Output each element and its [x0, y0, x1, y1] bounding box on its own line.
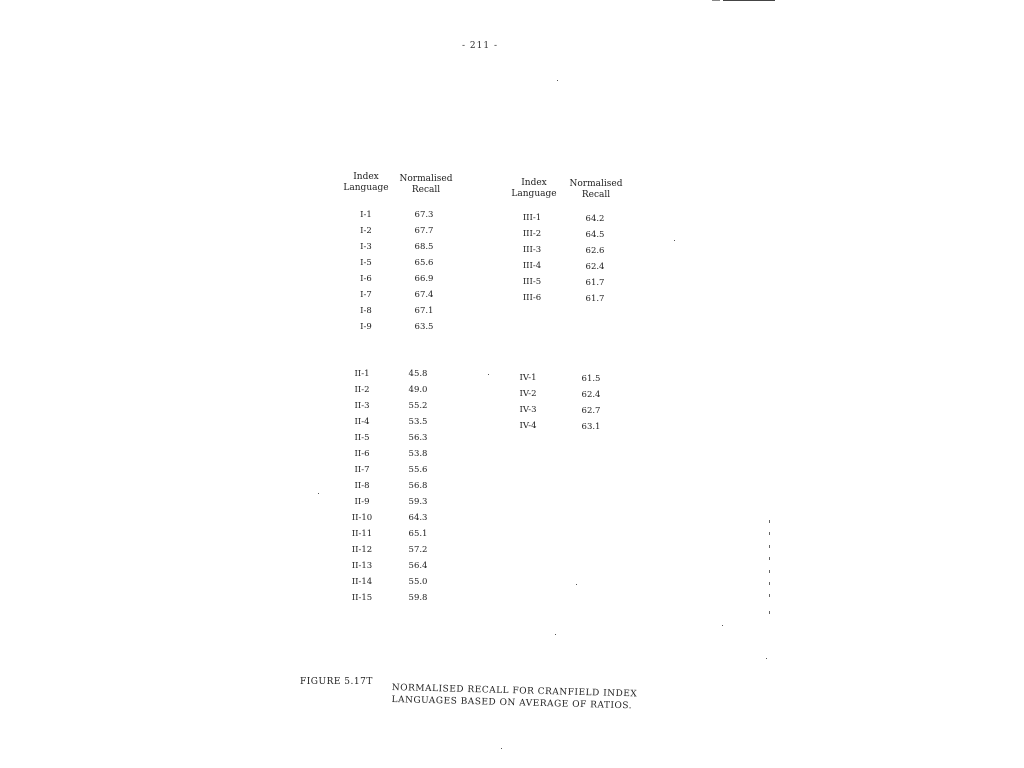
- normalised-recall-cell: 57.2: [408, 545, 428, 555]
- normalised-recall-cell: 68.5: [414, 242, 434, 252]
- top-rule-mark: [712, 0, 720, 1]
- scan-speck: [722, 625, 723, 626]
- normalised-recall-cell: 62.7: [581, 406, 601, 416]
- normalised-recall-cell: 61.7: [585, 278, 605, 288]
- normalised-recall-cell: 56.3: [408, 433, 428, 443]
- index-language-cell: II-15: [351, 593, 373, 603]
- normalised-recall-cell: 49.0: [408, 385, 428, 395]
- normalised-recall-cell: 55.2: [408, 401, 428, 411]
- left-group1-value-column: [404, 207, 444, 335]
- index-language-cell: II-4: [354, 417, 370, 427]
- index-language-cell: II-13: [351, 561, 373, 571]
- normalised-recall-cell: 62.4: [585, 262, 605, 272]
- left-group2-language-column: [342, 366, 382, 606]
- index-language-cell: III-6: [522, 293, 542, 303]
- index-language-cell: III-2: [522, 229, 542, 239]
- index-language-cell: I-5: [360, 258, 372, 268]
- right-header-normalised-recall: Normalised Recall: [569, 179, 623, 200]
- normalised-recall-cell: 67.4: [414, 290, 434, 300]
- index-language-cell: I-6: [360, 274, 372, 284]
- index-language-cell: II-9: [354, 497, 370, 507]
- index-language-cell: II-5: [354, 433, 370, 443]
- index-language-cell: III-1: [522, 213, 542, 223]
- right-group1-value-column: [575, 211, 615, 307]
- scan-speck: [674, 240, 675, 241]
- normalised-recall-cell: 63.1: [581, 422, 601, 432]
- normalised-recall-cell: 56.8: [408, 481, 428, 491]
- index-language-cell: II-7: [354, 465, 370, 475]
- scan-speck: [557, 80, 558, 81]
- right-group2-language-column: [508, 370, 548, 434]
- page-number: - 211 -: [462, 41, 498, 51]
- normalised-recall-cell: 64.3: [408, 513, 428, 523]
- index-language-cell: I-1: [360, 210, 372, 220]
- scan-speck: [488, 374, 489, 375]
- index-language-cell: III-5: [522, 277, 542, 287]
- scan-mark: [769, 532, 770, 535]
- scan-speck: [501, 748, 502, 749]
- normalised-recall-cell: 59.8: [408, 593, 428, 603]
- figure-label: FIGURE 5.17T: [300, 677, 373, 687]
- index-language-cell: I-8: [360, 306, 372, 316]
- index-language-cell: II-10: [351, 513, 373, 523]
- scan-mark: [769, 582, 770, 585]
- index-language-cell: IV-2: [519, 389, 537, 399]
- index-language-cell: II-1: [354, 369, 370, 379]
- normalised-recall-cell: 65.1: [408, 529, 428, 539]
- top-rule: [723, 0, 775, 1]
- index-language-cell: II-6: [354, 449, 370, 459]
- normalised-recall-cell: 55.6: [408, 465, 428, 475]
- index-language-cell: I-9: [360, 322, 372, 332]
- right-group1-language-column: [512, 210, 552, 306]
- index-language-cell: II-8: [354, 481, 370, 491]
- scan-mark: [769, 545, 770, 548]
- index-language-cell: III-4: [522, 261, 542, 271]
- normalised-recall-cell: 67.1: [414, 306, 434, 316]
- scan-mark: [769, 611, 770, 614]
- index-language-cell: II-11: [351, 529, 373, 539]
- left-header-index-language: Index Language: [343, 172, 389, 193]
- normalised-recall-cell: 66.9: [414, 274, 434, 284]
- left-group2-value-column: [398, 366, 438, 606]
- scan-mark: [769, 557, 770, 560]
- index-language-cell: I-7: [360, 290, 372, 300]
- normalised-recall-cell: 45.8: [408, 369, 428, 379]
- index-language-cell: IV-3: [519, 405, 537, 415]
- scan-speck: [318, 493, 319, 494]
- index-language-cell: II-14: [351, 577, 373, 587]
- scan-mark: [769, 520, 770, 523]
- index-language-cell: II-12: [351, 545, 373, 555]
- normalised-recall-cell: 53.8: [408, 449, 428, 459]
- normalised-recall-cell: 67.3: [414, 210, 434, 220]
- normalised-recall-cell: 64.5: [585, 230, 605, 240]
- normalised-recall-cell: 62.4: [581, 390, 601, 400]
- scan-speck: [766, 658, 767, 659]
- normalised-recall-cell: 67.7: [414, 226, 434, 236]
- figure-caption: NORMALISED RECALL FOR CRANFIELD INDEX LANGUAGES BASED ON AVERAGE OF RATIOS.: [391, 682, 638, 712]
- right-group2-value-column: [571, 371, 611, 435]
- normalised-recall-cell: 61.5: [581, 374, 601, 384]
- normalised-recall-cell: 63.5: [414, 322, 434, 332]
- index-language-cell: IV-1: [519, 373, 537, 383]
- index-language-cell: II-3: [354, 401, 370, 411]
- scan-mark: [769, 594, 770, 597]
- index-language-cell: III-3: [522, 245, 542, 255]
- left-group1-language-column: [346, 207, 386, 335]
- scan-speck: [555, 634, 556, 635]
- normalised-recall-cell: 65.6: [414, 258, 434, 268]
- right-header-index-language: Index Language: [511, 178, 557, 199]
- normalised-recall-cell: 62.6: [585, 246, 605, 256]
- left-header-normalised-recall: Normalised Recall: [399, 174, 453, 195]
- normalised-recall-cell: 55.0: [408, 577, 428, 587]
- index-language-cell: I-3: [360, 242, 372, 252]
- index-language-cell: IV-4: [519, 421, 537, 431]
- index-language-cell: I-2: [360, 226, 372, 236]
- normalised-recall-cell: 59.3: [408, 497, 428, 507]
- normalised-recall-cell: 61.7: [585, 294, 605, 304]
- scan-mark: [769, 570, 770, 573]
- normalised-recall-cell: 64.2: [585, 214, 605, 224]
- scan-speck: [576, 584, 577, 585]
- normalised-recall-cell: 56.4: [408, 561, 428, 571]
- index-language-cell: II-2: [354, 385, 370, 395]
- normalised-recall-cell: 53.5: [408, 417, 428, 427]
